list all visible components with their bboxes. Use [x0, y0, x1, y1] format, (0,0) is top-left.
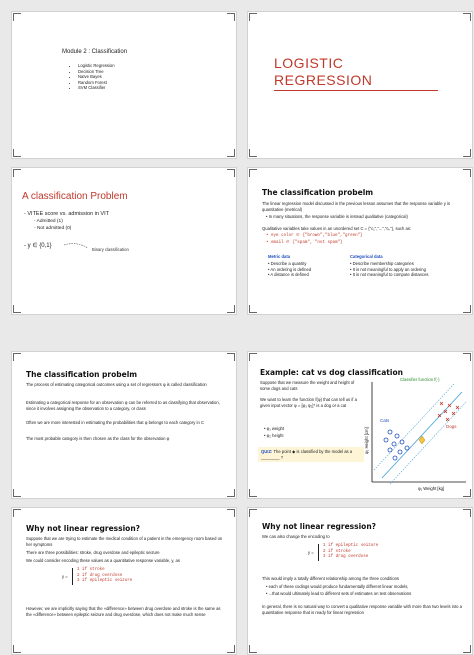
cat-point	[393, 456, 397, 460]
slide-classification-probelm-2[interactable]	[11, 351, 237, 499]
paragraph: We want to learn the function f(φ) that can tell us if a given input vector φ = [φ₁ φ₂]ᵀ is a dog or a cat	[260, 397, 357, 408]
title-line-1: LOGISTIC	[274, 55, 344, 71]
slide-title: The classification probelm	[262, 188, 374, 197]
dog-point	[440, 402, 443, 405]
slide-why-not-linear-regression-1[interactable]	[11, 507, 237, 655]
module-title: Module 2 : Classification	[62, 49, 128, 55]
title-underline	[274, 90, 438, 91]
example-code: • email ∈ {"spam", "not spam"}	[266, 241, 343, 245]
bullet-text: • In many situations, the response variable is instead qualitative (categorical)	[266, 214, 408, 219]
slide-classification-probelm-1[interactable]	[247, 167, 473, 315]
column-heading: Categorical data	[350, 254, 383, 259]
slide-title: A classification Problem	[22, 191, 128, 202]
classifier-function-label: Classifier function f(·)	[400, 377, 440, 382]
slide-title: Why not linear regression?	[262, 522, 377, 531]
slide-why-not-linear-regression-2[interactable]	[247, 507, 473, 655]
slide-title: Example: cat vs dog classification	[260, 368, 403, 377]
paragraph: The linear regression model discussed in the previous lesson assumes that the response variable y is quantitative (metrical)	[262, 201, 451, 212]
bullet-text: • φ₂ height	[264, 433, 284, 438]
cat-point	[400, 440, 404, 444]
bullet-text: • each of these codings would produce fundamentally different linear models,	[266, 584, 409, 589]
paragraph: In general, there is no natural way to convert a qualitative response variable with more than two levels into a quantitative response that is ready for linear regression	[262, 604, 462, 615]
paragraph: The process of estimating categorical outcomes using a set of regressors φ is called classification	[26, 382, 207, 387]
paragraph: Suppose that we measure the weight and height of some dogs and cats	[260, 380, 355, 391]
cat-point	[388, 430, 392, 434]
classification-plot	[362, 374, 470, 494]
paragraph: Qualitative variables take values in an unordered set C = {"c₁","...","cₖ"}, such as:	[262, 226, 412, 231]
margin-line	[374, 384, 454, 470]
column-heading: Metric data	[268, 254, 291, 259]
callout-label: Binary classification	[92, 247, 129, 252]
cats-label: Cats	[380, 418, 390, 423]
cat-point	[405, 446, 409, 450]
bullet-text: • ...that would ultimately lead to different sets of estimates on test observations	[266, 591, 412, 596]
title-line-2: REGRESSION	[274, 72, 373, 88]
dog-point	[446, 418, 449, 421]
dog-point	[452, 412, 455, 415]
cat-point	[395, 434, 399, 438]
slide-classification-problem[interactable]	[11, 167, 237, 315]
bullet-text: • φ₁ weight	[264, 426, 285, 431]
dog-point	[456, 406, 459, 409]
dogs-label: Dogs	[446, 424, 457, 429]
dog-point	[448, 404, 451, 407]
sub-bullet: - Not admitted (0)	[34, 226, 72, 231]
cat-point	[398, 450, 402, 454]
cat-point	[388, 448, 392, 452]
paragraph: Estimating a categorical response for an observation φ can be referred to as classifying that observation, since it involves assigning the observation to a category, or class	[26, 400, 220, 411]
paragraph: There are three possibilities: stroke, drug overdose and epileptic seizure	[26, 550, 160, 555]
paragraph: The most probable category is then chosen as the class for the observation φ	[26, 436, 170, 441]
paragraph: We can also change the encoding to	[262, 534, 330, 539]
slide-title: The classification probelm	[26, 370, 138, 379]
metric-list: • Describe a quantity • An ordering is defined • A distance is defined	[268, 261, 312, 278]
encoding-brace: y = 1 if stroke 2 if drug overdose 3 if epileptic seizure	[62, 568, 133, 584]
list-item: • Random Forest	[78, 80, 115, 86]
slide-cat-vs-dog[interactable]	[247, 351, 473, 499]
example-code: • eye color ∈ {"brown","blue","green"}	[266, 234, 363, 238]
encoding-brace: y = 1 if epileptic seizure 2 if stroke 3 if drug overdose	[308, 544, 379, 560]
paragraph: Suppose that we are trying to estimate the medical condition of a patient in the emergency room based on her symptoms	[26, 536, 223, 547]
sub-bullet: - Admitted (1)	[34, 219, 63, 224]
formula: - y ∈ {0,1}	[24, 243, 52, 249]
cat-point	[392, 442, 396, 446]
paragraph: This would imply a totally different relationship among the three conditions	[262, 576, 400, 581]
dog-points	[438, 402, 459, 421]
slide-module-2[interactable]	[11, 11, 237, 159]
cat-point	[384, 438, 388, 442]
slide-logistic-regression-title[interactable]	[247, 11, 473, 159]
slide-title: Why not linear regression?	[26, 524, 141, 533]
list-item: • SVM Classifier	[78, 85, 115, 91]
paragraph: However, we are implicitly saying that the «difference» between drug overdose and stroke is the same as the «difference» between epileptic seizure and drug overdose, which does not make much sense	[26, 606, 221, 617]
bullet-text: - VITEE score vs. admission in VIT	[24, 211, 109, 217]
list-item: • Decision Tree	[78, 69, 115, 75]
quiz-box: QUIZ: The point ◆ is classified by the model as a ________ ?	[258, 447, 364, 462]
module-topics-list	[70, 63, 115, 91]
x-axis-label: φ₁ Weight [kg]	[418, 486, 445, 491]
y-axis-label: φ₂ Height [cm]	[364, 427, 369, 454]
paragraph: Often we are more interested in estimating the probabilities that φ belongs to each category in C	[26, 420, 204, 425]
list-item: • Logistic Regression	[78, 63, 115, 69]
list-item: • Naïve Bayes	[78, 74, 115, 80]
paragraph: We could consider encoding these values as a quantitative response variable, y, as	[26, 558, 180, 563]
callout-arrow-icon	[62, 242, 92, 252]
categorical-list: • Describe membership categories • It is not meaningful to apply an ordering • It is not meaningful to compute distances	[350, 261, 429, 278]
